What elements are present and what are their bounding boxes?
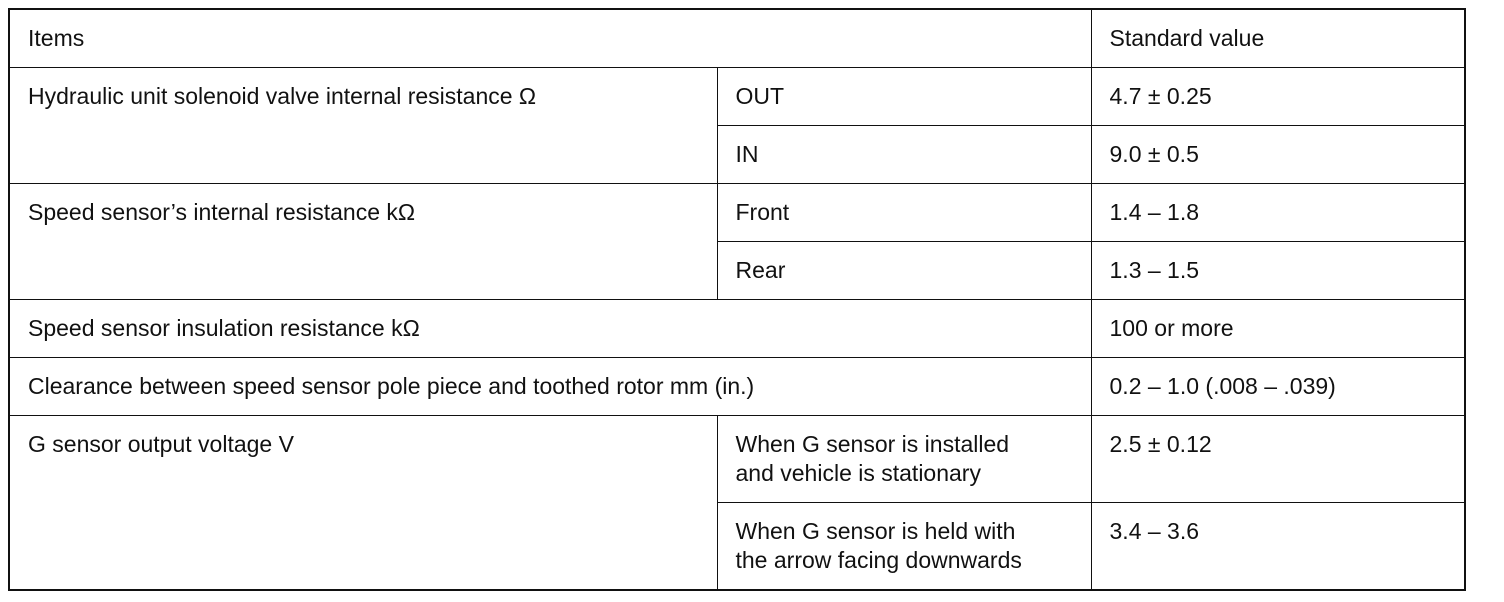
table-header-row bbox=[9, 9, 1465, 68]
condition-cell bbox=[717, 416, 1091, 503]
table-row bbox=[9, 68, 1465, 126]
standard-value: 3.4 – 3.6 bbox=[1109, 518, 1200, 544]
value-cell bbox=[1091, 68, 1465, 126]
table-row bbox=[9, 300, 1465, 358]
table-row bbox=[9, 184, 1465, 242]
value-cell bbox=[1091, 503, 1465, 591]
item-cell bbox=[9, 416, 717, 591]
item-label: Clearance between speed sensor pole piece and toothed rotor mm (in.) bbox=[28, 373, 755, 399]
value-cell bbox=[1091, 416, 1465, 503]
condition-line: When G sensor is held with bbox=[735, 518, 1016, 544]
condition-label: Front bbox=[735, 199, 790, 225]
item-label: Speed sensor insulation resistance kΩ bbox=[28, 315, 420, 341]
condition-line: and vehicle is stationary bbox=[735, 460, 981, 486]
item-label: Hydraulic unit solenoid valve internal resistance Ω bbox=[28, 83, 537, 109]
condition-label bbox=[736, 416, 1073, 488]
item-cell bbox=[9, 68, 717, 184]
standard-value: 1.3 – 1.5 bbox=[1109, 257, 1200, 283]
specifications-table bbox=[8, 8, 1466, 591]
condition-line: When G sensor is installed bbox=[735, 431, 1010, 457]
condition-cell bbox=[717, 68, 1091, 126]
standard-value: 100 or more bbox=[1109, 315, 1234, 341]
standard-value: 0.2 – 1.0 (.008 – .039) bbox=[1109, 373, 1336, 399]
value-cell bbox=[1091, 242, 1465, 300]
item-label: G sensor output voltage V bbox=[28, 431, 294, 457]
value-cell bbox=[1091, 358, 1465, 416]
standard-value: 9.0 ± 0.5 bbox=[1109, 141, 1199, 167]
condition-label: OUT bbox=[735, 83, 785, 109]
item-cell bbox=[9, 300, 1091, 358]
header-items: Items bbox=[28, 25, 85, 51]
value-cell bbox=[1091, 300, 1465, 358]
item-label: Speed sensor’s internal resistance kΩ bbox=[28, 199, 416, 225]
table-row bbox=[9, 416, 1465, 503]
condition-line: the arrow facing downwards bbox=[735, 547, 1022, 573]
header-standard-value: Standard value bbox=[1109, 25, 1265, 51]
condition-cell bbox=[717, 503, 1091, 591]
standard-value: 4.7 ± 0.25 bbox=[1109, 83, 1212, 109]
condition-label: IN bbox=[735, 141, 759, 167]
standard-value: 2.5 ± 0.12 bbox=[1109, 431, 1212, 457]
condition-cell bbox=[717, 184, 1091, 242]
header-standard-value-cell bbox=[1091, 9, 1465, 68]
item-cell bbox=[9, 358, 1091, 416]
item-cell bbox=[9, 184, 717, 300]
value-cell bbox=[1091, 184, 1465, 242]
condition-cell bbox=[717, 242, 1091, 300]
table-row bbox=[9, 358, 1465, 416]
standard-value: 1.4 – 1.8 bbox=[1109, 199, 1200, 225]
condition-label bbox=[736, 503, 1073, 575]
value-cell bbox=[1091, 126, 1465, 184]
header-items-cell bbox=[9, 9, 1091, 68]
condition-label: Rear bbox=[735, 257, 786, 283]
condition-cell bbox=[717, 126, 1091, 184]
